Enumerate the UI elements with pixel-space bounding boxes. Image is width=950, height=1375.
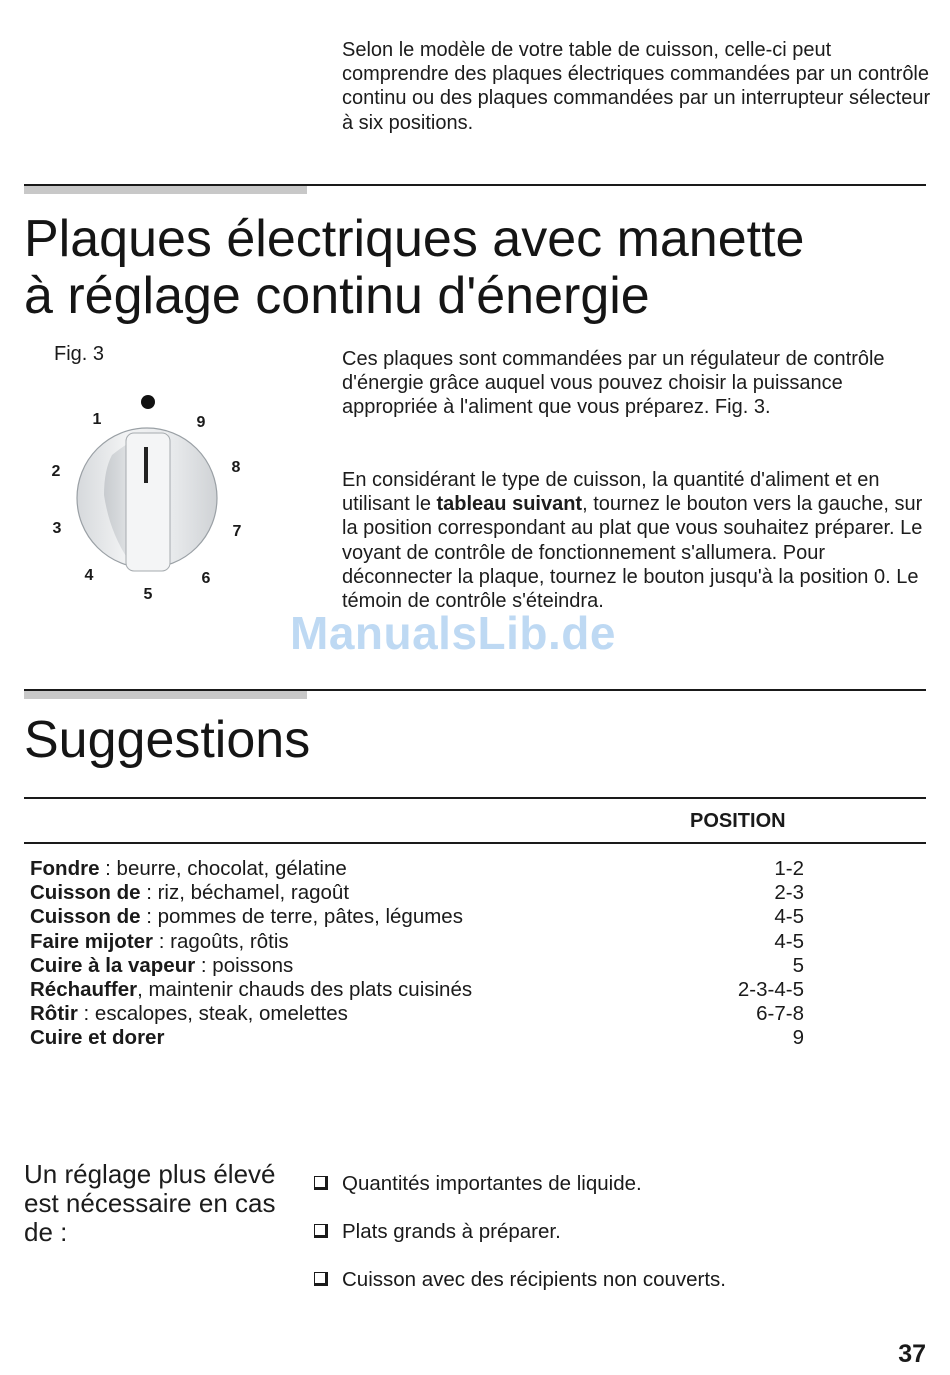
position-value: 4-5 [774,929,804,953]
dish-type: Réchauffer [30,977,138,1001]
checkbox-bullet-icon [314,1176,328,1190]
section-divider [24,184,926,186]
dial-number-3: 3 [52,520,62,537]
position-value: 1-2 [774,857,804,880]
dish-type: Faire mijoter [30,929,154,953]
table-row [30,978,820,1002]
table-row [30,1002,820,1026]
paragraph-2-start: En considérant le type de cuisson, la quantité d'aliment et en utilisant le [342,469,880,516]
position-value: 9 [792,1026,804,1050]
section-divider [24,689,926,691]
dish-type: Fondre [30,857,100,880]
position-value: 6-7-8 [756,1002,804,1026]
section-title-suggestions: Suggestions [24,711,311,769]
table-row [30,954,820,978]
dish-type: Cuisson de [30,905,141,929]
paragraph-2-end: , tournez le bouton vers la gauche, sur la position correspondant au plat que vous souhaitez préparer. Le voyant de contrôle de fonctionnement s'allumera. Pour déconnecter la plaque, tournez le bouton jusqu'à la position 0. Le témoin de contrôle s'éteindra. [342,493,923,613]
knob-indicator-line [144,447,148,483]
higher-setting-list [312,1170,932,1314]
figure-label: Fig. 3 [54,343,105,365]
dial-number-7: 7 [232,523,242,540]
table-row [30,1026,820,1050]
higher-setting-heading: Un réglage plus élevé est nécessaire en cas de : [24,1159,276,1247]
description-paragraph-1: Ces plaques sont commandées par un régulateur de contrôle d'énergie grâce auquel vous pouvez choisir la puissance appropriée à l'aliment que vous préparez. Fig. 3. [342,348,885,419]
table-row [30,930,820,954]
table-reference: tableau suivant [436,493,583,516]
list-item [312,1218,932,1266]
list-item [312,1170,932,1218]
list-item-label: Quantités importantes de liquide. [342,1172,642,1195]
table-row [30,881,820,905]
dial-number-9: 9 [196,414,206,431]
title-line-1: Plaques électriques avec manette [24,210,805,268]
checkbox-bullet-icon [314,1224,328,1238]
dish-type: Rôtir [30,1002,78,1026]
position-column-header: POSITION [690,810,786,832]
page-number: 37 [898,1340,926,1368]
dish-examples: , maintenir chauds des plats cuisinés [137,977,473,1001]
dish-examples: : beurre, chocolat, gélatine [99,857,347,880]
list-item [312,1266,932,1314]
watermark: ManualsLib.de [290,607,616,659]
dial-number-5: 5 [143,586,153,603]
dial-number-4: 4 [84,567,94,584]
suggestions-table [30,857,820,1051]
dial-number-1: 1 [92,411,102,428]
position-value: 2-3 [774,881,804,905]
section-title-hotplates [24,211,934,325]
description-paragraph-2 [342,468,932,613]
section-accent-bar [24,690,307,699]
dial-number-8: 8 [231,459,241,476]
dial-number-6: 6 [201,570,211,587]
position-value: 4-5 [774,905,804,929]
section-accent-bar [24,185,307,194]
table-header-rule [24,842,926,844]
control-knob-figure [40,385,260,615]
dish-examples: : poissons [195,953,294,977]
table-row [30,857,820,881]
dish-examples: : ragoûts, rôtis [153,929,289,953]
checkbox-bullet-icon [314,1272,328,1286]
list-item-label: Cuisson avec des récipients non couverts. [342,1268,727,1291]
dish-examples: : escalopes, steak, omelettes [77,1002,348,1026]
title-line-2: à réglage continu d'énergie [24,267,650,325]
table-row [30,905,820,929]
zero-position-dot [141,395,155,409]
position-value: 2-3-4-5 [737,977,804,1001]
dish-examples: : pommes de terre, pâtes, légumes [140,905,463,929]
dish-examples: : riz, béchamel, ragoût [140,881,350,905]
dial-number-2: 2 [51,463,61,480]
position-value: 5 [792,953,804,977]
dish-type: Cuire à la vapeur [30,953,196,977]
intro-paragraph: Selon le modèle de votre table de cuisson, celle-ci peut comprendre des plaques électriques commandées par un contrôle continu ou des plaques commandées par un interrupteur sélecteur à six positions. [342,39,931,134]
list-item-label: Plats grands à préparer. [342,1220,561,1243]
dish-type: Cuire et dorer [30,1026,165,1050]
table-top-rule [24,797,926,799]
dish-type: Cuisson de [30,881,141,905]
